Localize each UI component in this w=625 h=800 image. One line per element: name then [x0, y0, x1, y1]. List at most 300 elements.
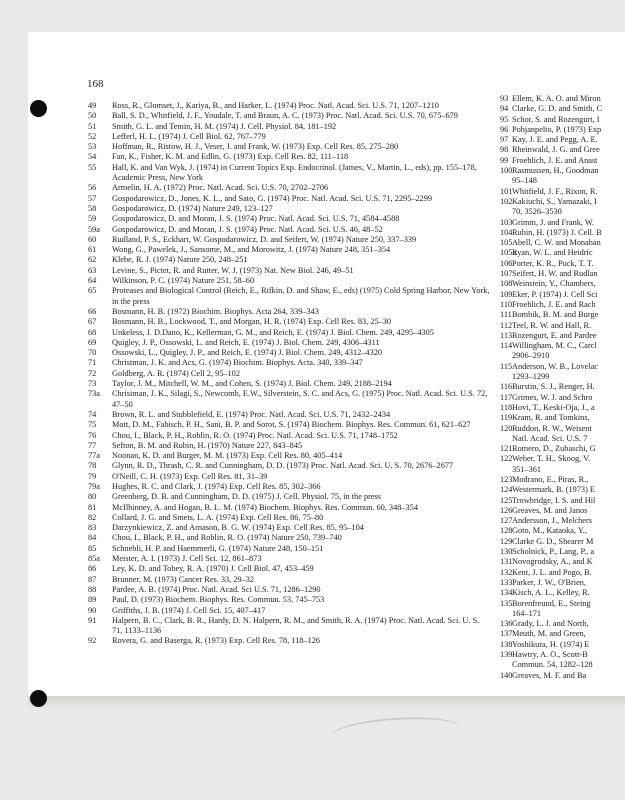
reference-entry [88, 235, 490, 245]
reference-text: Andersson, J., Melchers [512, 516, 592, 526]
reference-entry [500, 331, 625, 341]
reference-text: 70, 3526–3530 [512, 207, 562, 217]
reference-entry [500, 290, 625, 300]
reference-number: 49 [88, 101, 97, 110]
reference-text: Abell, C. W. and Monahan [512, 238, 601, 248]
reference-text: Darzynkiewicz, Z. and Arnason, B. G. W. (1974) Exp. Cell Res. 85, 95–104 [112, 523, 364, 533]
reference-entry [88, 276, 490, 286]
punch-hole-top [30, 100, 47, 117]
reference-number: 118 [500, 402, 513, 412]
reference-entry [500, 310, 625, 320]
reference-entry [88, 317, 490, 327]
punch-hole-bottom [30, 690, 47, 707]
reference-entry [500, 321, 625, 331]
reference-entry [500, 619, 625, 629]
reference-number: 135 [500, 598, 513, 608]
paper-stain [329, 713, 461, 750]
reference-entry [88, 163, 490, 184]
reference-number: 128 [500, 526, 513, 536]
reference-text: Porter, K. R., Puck, T. T. [512, 258, 594, 268]
reference-number: 79 [88, 471, 97, 481]
reference-entry [500, 238, 625, 248]
reference-text: Meuth, M. and Green, [512, 629, 586, 639]
reference-number: 101 [500, 186, 513, 196]
reference-number: 112 [500, 320, 513, 330]
reference-text: Hall, K. and Van Wyk, J. (1974) in Current Topics Exp. Endocrinol. (James, V., Martin, L., eds), pp. 155–178, Academic Press, New York [112, 162, 477, 183]
reference-entry [88, 122, 490, 132]
reference-text: Chou, I., Black, P. H., and Roblin, R. O. (1974) Nature 250, 739–740 [112, 533, 342, 543]
reference-entry [500, 485, 625, 495]
reference-number: 73 [88, 379, 97, 389]
reference-text: Christman, J. K. and Acs, G. (1974) Biochim. Biophys. Acta. 340, 339–347 [112, 358, 363, 368]
reference-text: Brown, R. L. and Stubblefield, E. (1974) Proc. Natl. Acad. Sci. U.S. 71, 2432–2434 [112, 409, 391, 419]
reference-entry [500, 187, 625, 197]
reference-number: 83 [88, 523, 97, 533]
reference-entry [88, 111, 490, 121]
reference-text: Modrano, E., Piras, R., [512, 474, 589, 484]
reference-number: 52 [88, 131, 97, 141]
reference-entry [500, 176, 625, 186]
reference-entry [88, 472, 490, 482]
reference-entry [500, 259, 625, 269]
reference-entry [500, 218, 625, 228]
reference-number: 121 [500, 444, 513, 454]
page-shadow [28, 696, 625, 710]
reference-number: 127 [500, 516, 513, 526]
reference-number: 81 [88, 502, 97, 512]
reference-number: 99 [500, 155, 509, 165]
reference-number: 56 [88, 183, 97, 193]
reference-text: 351–361 [512, 464, 542, 474]
reference-number: 117 [500, 392, 513, 402]
page-number: 168 [87, 78, 104, 90]
reference-number: 114 [500, 341, 513, 351]
reference-entry [500, 660, 625, 670]
reference-number: 115 [500, 361, 513, 371]
reference-entry [500, 506, 625, 516]
reference-text: Lefferl, H. L. (1974) J. Cell Biol. 62, 767–779 [112, 131, 266, 141]
reference-text: Ryan, W. L. and Heidric [512, 248, 593, 258]
reference-entry [88, 482, 490, 492]
reference-number: 79a [88, 481, 100, 491]
reference-entry [88, 194, 490, 204]
reference-text: Glynn, R. D., Thrash, C. R. and Cunningham, D. D. (1973) Proc. Natl. Acad. Sci. U. S. 70, 2676–2677 [112, 461, 454, 471]
reference-number: 72 [88, 368, 97, 378]
reference-text: McIlhinney, A. and Hogan, B. L. M. (1974) Biochem. Biophys. Res. Commun. 60, 348–354 [112, 502, 418, 512]
reference-text: Unkeless, J. D.Dano, K., Kellerman, G. M., and Reich, E. (1974) J. Biol. Chem. 249, 4295–4305 [112, 327, 434, 337]
reference-text: Grady, L. J. and North, [512, 619, 589, 629]
reference-number: 106 [500, 258, 513, 268]
reference-number: 89 [88, 595, 97, 605]
reference-number: 116 [500, 382, 513, 392]
reference-entry [500, 166, 625, 176]
reference-text: Armelin, H. A. (1972) Proc. Natl. Acad. Sci. U.S. 70, 2702–2706 [112, 183, 329, 193]
reference-number: 111 [500, 310, 512, 320]
reference-entry [88, 389, 490, 410]
reference-entry [88, 348, 490, 358]
reference-number: 77a [88, 451, 100, 461]
reference-text: Willingham, M. C., Carcl [512, 341, 597, 351]
reference-number: 75 [88, 420, 97, 430]
reference-text: Greenberg, D. B. and Cunningham, D. D. (1975) J. Cell. Physiol. 75, in the press [112, 492, 382, 502]
reference-number: 134 [500, 588, 513, 598]
reference-text: Trowbridge, I. S. and Hil [512, 495, 596, 505]
reference-text: Halpern, B. C., Clark, B. R., Hardy, D. N. Halpern, R. M., and Smith, R. A. (1974) Proc. Natl. Acad. Sci. U. S. 71, 1133–1136 [112, 615, 480, 636]
reference-text: Kisch, A. L., Kelley, R. [512, 588, 590, 598]
reference-text: Whitfield, J. F., Rixon, R. [512, 186, 598, 196]
reference-number: 77 [88, 440, 97, 450]
reference-number: 86 [88, 564, 97, 574]
reference-text: Rudland, P. S., Eckhart, W. Gospodarowicz, D. and Seifert, W. (1974) Nature 250, 337–339 [112, 234, 417, 244]
reference-number: 108 [500, 279, 513, 289]
reference-entry [88, 204, 490, 214]
reference-entry [88, 328, 490, 338]
reference-number: 138 [500, 639, 513, 649]
reference-number: 93 [500, 94, 509, 103]
reference-number: 66 [88, 306, 97, 316]
reference-text: Gospodarowicz, D., Jones, K. L., and Sato, G. (1974) Proc. Natl. Acad. Sci. U.S. 71, 2295–2299 [112, 193, 433, 203]
reference-number: 65 [88, 286, 97, 296]
reference-number: 58 [88, 203, 97, 213]
reference-entry [88, 379, 490, 389]
reference-entry [500, 557, 625, 567]
reference-number: 104 [500, 227, 513, 237]
reference-entry [88, 183, 490, 193]
reference-entry [500, 403, 625, 413]
reference-entry [500, 341, 625, 351]
reference-number: 94 [500, 104, 509, 114]
reference-entry [88, 523, 490, 533]
reference-entry [88, 214, 490, 224]
reference-entry [500, 207, 625, 217]
reference-text: Seifert, H. W. and Rudlan [512, 269, 598, 279]
reference-number: 59a [88, 224, 100, 234]
reference-entry [500, 228, 625, 238]
reference-number: 110 [500, 299, 513, 309]
reference-entry [88, 595, 490, 605]
reference-number: 69 [88, 337, 97, 347]
reference-text: Proteases and Biological Control (Reich, E., Rifkin, D. and Shaw, E., eds) (1975) Cold Spring Harbor, New York, in the press [112, 286, 490, 306]
reference-entry [500, 465, 625, 475]
reference-entry [88, 358, 490, 368]
reference-number: 120 [500, 423, 513, 433]
reference-entry [500, 526, 625, 536]
reference-text: Brunner, M. (1973) Cancer Res. 33, 29–32 [112, 574, 255, 584]
reference-entry [500, 424, 625, 434]
reference-entry [88, 369, 490, 379]
reference-text: Hovi, T., Keski-Oja, J., a [512, 402, 595, 412]
reference-entry [500, 496, 625, 506]
reference-entry [500, 650, 625, 660]
reference-entry [500, 640, 625, 650]
reference-entry [500, 671, 625, 681]
reference-text: Westermark, B. (1973) E [512, 485, 595, 495]
reference-entry [500, 537, 625, 547]
reference-entry [88, 503, 490, 513]
reference-number: 125 [500, 495, 513, 505]
reference-entry [88, 142, 490, 152]
reference-number: 113 [500, 330, 513, 340]
reference-entry [500, 125, 625, 135]
reference-text: Yoshikura, H. (1974) E [512, 639, 590, 649]
reference-text: Natl. Acad. Sci. U.S. 7 [512, 433, 588, 443]
reference-entry [500, 300, 625, 310]
reference-text: Klebe, R. J. (1974) Nature 250, 248–251 [112, 255, 248, 265]
reference-entry [88, 441, 490, 451]
reference-number: 137 [500, 629, 513, 639]
reference-entry [500, 568, 625, 578]
reference-entry [88, 286, 490, 307]
reference-text: 1293–1299 [512, 372, 550, 382]
reference-text: Rovera, G. and Baserga, R. (1973) Exp. Cell Res. 78, 118–126 [112, 636, 321, 646]
reference-entry [88, 461, 490, 471]
reference-entry [88, 245, 490, 255]
reference-text: Gospodarowicz, D. and Moran, J. S. (1974) Proc. Natl. Acad. Sci. U.S. 46, 48–52 [112, 224, 383, 234]
reference-number: 57 [88, 193, 97, 203]
reference-text: Goldberg, A. R. (1974) Cell 2, 95–102 [112, 368, 240, 378]
reference-entry [500, 454, 625, 464]
reference-number: 103 [500, 217, 513, 227]
reference-entry [500, 104, 625, 114]
reference-text: Kent, J. L. and Pogo, B. [512, 567, 592, 577]
reference-text: Greaves, M. F. and Ba [512, 670, 587, 680]
reference-entry [500, 145, 625, 155]
reference-entry [88, 554, 490, 564]
reference-entry [88, 152, 490, 162]
reference-text: Schnebli, H. P. and Haemmerli, G. (1974) Nature 248, 150–151 [112, 543, 324, 553]
reference-entry [500, 413, 625, 423]
reference-text: Froehlich, J. E. and Anast [512, 155, 598, 165]
reference-text: Bombik, B. M. and Burge [512, 310, 599, 320]
reference-text: Borenfreund, E., Steing [512, 598, 591, 608]
reference-number: 91 [88, 615, 97, 625]
reference-entry [500, 578, 625, 588]
reference-number: 61 [88, 245, 97, 255]
reference-text: 95–148 [512, 176, 537, 186]
reference-text: Rheinwald, J. G. and Gree [512, 145, 600, 155]
reference-number: 85 [88, 543, 97, 553]
reference-entry [500, 115, 625, 125]
reference-number: 62 [88, 255, 97, 265]
reference-number: 102 [500, 196, 513, 206]
reference-number: 95 [500, 114, 509, 124]
reference-entry [88, 492, 490, 502]
reference-entry [88, 431, 490, 441]
reference-number: 53 [88, 142, 97, 152]
reference-entry [500, 444, 625, 454]
reference-text: Hoffman, R., Ristow, H. J., Veser, J. and Frank, W. (1973) Exp. Cell Res. 85, 275–280 [112, 142, 399, 152]
reference-number: 107 [500, 269, 513, 279]
reference-number: 133 [500, 577, 513, 587]
reference-text: Ellem, K. A. O. and Miron [512, 94, 601, 103]
reference-number: 139 [500, 650, 513, 660]
reference-text: Romero, D., Zubaschi, G [512, 444, 596, 454]
reference-entry [88, 101, 490, 111]
reference-text: Anderson, W. B., Lovelac [512, 361, 598, 371]
reference-number: 124 [500, 485, 513, 495]
reference-number: 76 [88, 430, 97, 440]
reference-text: Grimes, W. J. and Schro [512, 392, 593, 402]
reference-number: 136 [500, 619, 513, 629]
reference-number: 140 [500, 670, 513, 680]
reference-entry [500, 393, 625, 403]
reference-number: 84 [88, 533, 97, 543]
reference-number: 100 [500, 166, 513, 176]
reference-text: Scholnick, P., Lang, P., a [512, 547, 595, 557]
reference-number: 80 [88, 492, 97, 502]
reference-text: Sefton, B. M. and Rubin, H. (1970) Nature 227, 843–845 [112, 440, 303, 450]
reference-text: Kakiuchi, S., Yamazaki, I [512, 196, 597, 206]
reference-entry [500, 372, 625, 382]
reference-number: 126 [500, 505, 513, 515]
reference-entry [500, 434, 625, 444]
reference-text: Mott, D. M., Fabisch, P. H., Sani, B. P. and Sorot, S. (1974) Biochem. Biophys. Res. Commun. 61, 621–627 [112, 420, 471, 430]
reference-number: 63 [88, 265, 97, 275]
reference-entry [500, 588, 625, 598]
reference-text: O'Neill, C. H. (1973) Exp. Cell Res. 81, 31–39 [112, 471, 268, 481]
reference-text: Burstin, S. J., Renger, H. [512, 382, 595, 392]
reference-text: Kram, R. and Tomkins, [512, 413, 590, 423]
reference-entry [88, 533, 490, 543]
reference-number: 51 [88, 121, 97, 131]
reference-number: 131 [500, 557, 513, 567]
reference-number: 96 [500, 124, 509, 134]
reference-entry [88, 451, 490, 461]
reference-text: Weber, T. H., Skoog, V. [512, 454, 591, 464]
reference-entry [88, 307, 490, 317]
reference-entry [500, 248, 625, 258]
reference-entry [500, 609, 625, 619]
reference-text: Bosmann, H. B., Lockwood, T., and Morgan, H. R. (1974) Exp. Cell Res. 83, 25–30 [112, 317, 392, 327]
reference-text: Bosmann, H. B. (1972) Biochim. Biophys. Acta 264, 339–343 [112, 306, 319, 316]
reference-number: 132 [500, 567, 513, 577]
reference-text: Wilkinson, P. C. (1974) Nature 251, 58–60 [112, 276, 255, 286]
reference-number: 67 [88, 317, 97, 327]
reference-number: 74 [88, 409, 97, 419]
reference-number: 122 [500, 454, 513, 464]
reference-entry [500, 269, 625, 279]
reference-text: Gospodarowicz, D. and Moran, J. S. (1974) Proc. Natl. Acad. Sci. U.S. 71, 4584–4588 [112, 214, 400, 224]
reference-entry [500, 516, 625, 526]
reference-text: Griffiths, J. B. (1974) J. Cell Sci. 15, 407–417 [112, 605, 266, 615]
reference-number: 130 [500, 547, 513, 557]
reference-text: Chou, I., Black, P. H., Roblin, R. O. (1974) Proc. Natl. Acad. Sci. U.S. 71, 1748–1752 [112, 430, 398, 440]
reference-number: 64 [88, 276, 97, 286]
reference-text: Clarke G. D., Shearer M [512, 536, 594, 546]
reference-entry [88, 420, 490, 430]
reference-number: 82 [88, 512, 97, 522]
reference-entry [500, 94, 625, 104]
references-left-column [88, 101, 490, 647]
reference-text: Eker, P. (1974) J. Cell Sci [512, 289, 598, 299]
reference-number: 92 [88, 636, 97, 646]
reference-entry [88, 636, 490, 646]
reference-text: Pohjanpelto, P. (1973) Exp [512, 124, 602, 134]
reference-number: 119 [500, 413, 513, 423]
reference-text: 164–171 [512, 608, 542, 618]
reference-number: 70 [88, 348, 97, 358]
reference-text: Novogrodsky, A., and K [512, 557, 593, 567]
reference-entry [500, 629, 625, 639]
reference-text: Ross, R., Glomset, J., Kariya, B., and Harker, L. (1974) Proc. Natl. Acad. Sci. U.S. 71, 1207–1210 [112, 101, 439, 110]
reference-entry [88, 575, 490, 585]
reference-entry [88, 606, 490, 616]
reference-entry [88, 266, 490, 276]
reference-entry [500, 156, 625, 166]
reference-entry [500, 279, 625, 289]
reference-number: 105 [500, 238, 513, 248]
reference-text: Rubin, H. (1973) J. Cell. B [512, 227, 602, 237]
reference-text: Schor, S. and Rozengurt, I [512, 114, 600, 124]
reference-number: 50 [88, 111, 97, 121]
reference-text: Chrisiman, J. K., Silagi, S., Newcomb, E.W., Silverstein, S. C. and Acs, G. (1975) Proc. Natl. Acad. Sci. U.S. 72, 47–50 [112, 389, 488, 409]
reference-text: Meister, A. I. (1973) J. Cell Sci. 12, 861–873 [112, 554, 262, 564]
reference-text: Rasmussen, H., Goodman [512, 166, 599, 176]
reference-number: 60 [88, 234, 97, 244]
reference-text: Commun. 54, 1282–128 [512, 660, 593, 670]
reference-number: 88 [88, 584, 97, 594]
reference-text: Grimm, J. and Frank, W. [512, 217, 595, 227]
reference-number: 68 [88, 327, 97, 337]
reference-text: Rozengurt, E. and Pardee [512, 330, 597, 340]
reference-text: Greaves, M. and Janos [512, 505, 588, 515]
reference-entry [88, 225, 490, 235]
reference-text: Wong, G., Pawelek, J., Sansome, M., and Morowitz, J. (1974) Nature 248, 351–354 [112, 245, 391, 255]
reference-text: Hawtry, A. O., Scott-B [512, 650, 588, 660]
reference-text: Froehlich, J. E. and Rach [512, 299, 596, 309]
reference-entry [88, 513, 490, 523]
reference-text: Smith, G. L. and Temin, H. M. (1974) J. Cell. Physiol. 84, 181–192 [112, 121, 337, 131]
reference-text: Ley, K. D. and Tobey, R. A. (1970) J. Cell Biol. 47, 453–459 [112, 564, 314, 574]
reference-text: Kay, J. E. and Pegg, A. E. [512, 135, 598, 145]
reference-text: Weinstein, Y., Chambers, [512, 279, 596, 289]
reference-text: Clarke, G. D. and Smith, C [512, 104, 603, 114]
reference-text: Quigley, J. P., Ossowski, L. and Reich, E. (1974) J. Biol. Chem. 249, 4306–4311 [112, 337, 380, 347]
reference-entry [500, 135, 625, 145]
reference-entry [500, 351, 625, 361]
reference-number: 98 [500, 145, 509, 155]
reference-entry [88, 564, 490, 574]
reference-text: Parker, J. W., O'Brien, [512, 577, 586, 587]
reference-text: Collard, J. G. and Smets, L. A. (1974) Exp. Cell Res. 86, 75–80 [112, 512, 324, 522]
reference-entry [88, 616, 490, 637]
reference-entry [500, 547, 625, 557]
reference-number: 123 [500, 474, 513, 484]
reference-number: 73a [88, 389, 100, 399]
reference-text: Teel, R. W. and Hall, R. [512, 320, 592, 330]
reference-entry [88, 544, 490, 554]
references-right-column [500, 94, 625, 681]
reference-entry [88, 132, 490, 142]
reference-number: 55 [88, 162, 97, 172]
reference-text: Goto, M., Kataoka, Y., [512, 526, 587, 536]
reference-number: 105a [500, 248, 517, 258]
reference-text: Levine, S., Pictet, R. and Rutter, W. J. (1973) Nat. New Biol. 246, 49–51 [112, 265, 354, 275]
reference-entry [500, 382, 625, 392]
reference-number: 54 [88, 152, 97, 162]
reference-number: 90 [88, 605, 97, 615]
reference-entry [500, 197, 625, 207]
reference-text: Taylor, J. M., Mitchell, W. M., and Cohen, S. (1974) J. Biol. Chem. 249, 2188–2194 [112, 379, 392, 389]
reference-entry [88, 255, 490, 265]
reference-text: Paul, D. (1973) Biochem. Biophys. Res. Commun. 53, 745–753 [112, 595, 325, 605]
reference-text: Ossowski, L., Quigley, J. P., and Reich, E. (1974) J. Biol. Chem. 249, 4312–4320 [112, 348, 383, 358]
reference-number: 87 [88, 574, 97, 584]
reference-entry [88, 585, 490, 595]
reference-text: Ball, S. D., Whitfield, J. F., Youdale, T. and Braun, A. C. (1973) Proc. Natl. Acad. Sci. U.S. 70, 675–679 [112, 111, 458, 121]
reference-text: Hughes, R. C. and Clark, J. (1974) Exp. Cell Res. 85, 302–366 [112, 481, 321, 491]
reference-text: 2906–2910 [512, 351, 550, 361]
